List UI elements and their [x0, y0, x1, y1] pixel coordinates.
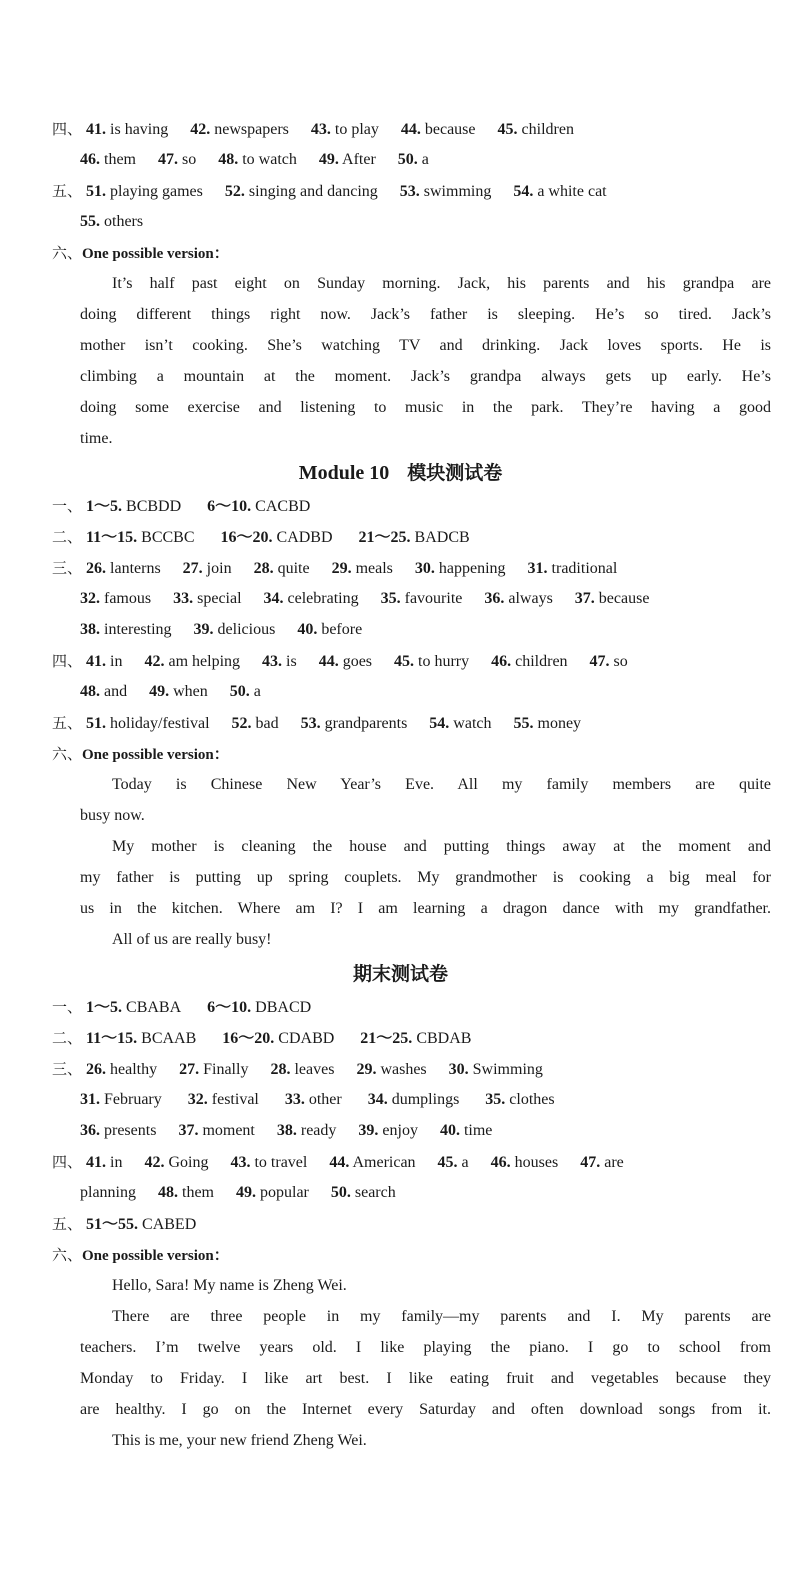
final-section-2: 二、 11～15. BCAAB 16～20. CDABD 21～25. CBDAB: [52, 1029, 472, 1047]
essay-line: My mother is cleaning the house and putting things away at the moment and: [112, 838, 771, 855]
section-4-line-2: [80, 149, 771, 171]
essay-line: us in the kitchen. Where am I? I am learning a dragon dance with my grandfather.: [80, 900, 771, 917]
final-exam-title: 期末测试卷: [352, 963, 448, 985]
essay-line: are healthy. I go on the Internet every Saturday and often download songs from it.: [80, 1401, 771, 1418]
answer-item: 47. so: [158, 151, 197, 168]
essay-line: doing different things right now. Jack’s father is sleeping. He’s so tired. Jack’s: [80, 306, 771, 323]
final-section-3-line-3: 36. presents 37. moment 38. ready 39. enjoy 40. time: [80, 1122, 493, 1139]
answer-item: 54. a white cat: [513, 183, 607, 200]
answer-item: 46. them: [80, 151, 136, 168]
section-6-heading: 六、One possible version：: [52, 244, 229, 262]
final-section-3-line-2: 31. February 32. festival 33. other 34. dumplings 35. clothes: [80, 1091, 555, 1108]
essay-line: Monday to Friday. I like art best. I like eating fruit and vegetables because they: [80, 1370, 771, 1387]
answer-item: 52. singing and dancing: [224, 183, 378, 200]
essay-line: This is me, your new friend Zheng Wei.: [112, 1432, 367, 1449]
final-section-3-line-1: 三、 26. healthy 27. Finally 28. leaves 29. washes 30. Swimming: [52, 1060, 543, 1078]
essay-line: my father is putting up spring couplets. My grandmother is cooking a big meal for: [80, 869, 771, 886]
final-section-5: 五、 51～55. CABED: [52, 1215, 197, 1233]
essay-line: climbing a mountain at the moment. Jack’s grandpa always gets up early. He’s: [80, 368, 771, 385]
section-4-line-1: 四、 41. is having 42. newspapers 43. to play 44. because 45. children: [52, 120, 574, 138]
essay-line: teachers. I’m twelve years old. I like playing the piano. I go to school from: [80, 1339, 771, 1356]
answer-item: 55. others: [80, 213, 144, 230]
essay-line: Today is Chinese New Year’s Eve. All my family members are quite: [112, 776, 771, 793]
section-5-line-1: 五、 51. playing games 52. singing and dancing 53. swimming 54. a white cat: [52, 182, 607, 200]
m10-section-3-line-2: 32. famous 33. special 34. celebrating 35. favourite 36. always 37. because: [80, 590, 650, 607]
answer-item: 42. newspapers: [190, 121, 289, 138]
final-section-4-line-1: 四、 41. in 42. Going 43. to travel 44. American 45. a 46. houses 47. are: [52, 1153, 624, 1171]
essay-line: Hello, Sara! My name is Zheng Wei.: [112, 1277, 347, 1294]
final-section-6-heading: 六、One possible version：: [52, 1246, 229, 1264]
answer-item: 45. children: [497, 121, 574, 138]
essay-line: busy now.: [80, 807, 145, 824]
m10-section-4-line-1: 四、 41. in 42. am helping 43. is 44. goes 45. to hurry 46. children 47. so: [52, 652, 628, 670]
m10-section-3-line-1: 三、 26. lanterns 27. join 28. quite 29. meals 30. happening 31. traditional: [52, 559, 618, 577]
essay-line: doing some exercise and listening to music in the park. They’re having a good: [80, 399, 771, 416]
answer-item: 44. because: [400, 121, 476, 138]
answer-item: 49. After: [318, 151, 376, 168]
m10-section-4-line-2: 48. and 49. when 50. a: [80, 683, 261, 700]
m10-section-2: 二、 11～15. BCCBC 16～20. CADBD 21～25. BADCB: [52, 528, 470, 546]
final-section-4-line-2: planning 48. them 49. popular 50. search: [80, 1184, 396, 1201]
answer-item: 51. playing games: [86, 183, 203, 200]
m10-section-6-heading: 六、One possible version：: [52, 745, 229, 763]
essay-line: mother isn’t cooking. She’s watching TV and drinking. Jack loves sports. He is: [80, 337, 771, 354]
essay-line: There are three people in my family—my parents and I. My parents are: [112, 1308, 771, 1325]
answer-item: 48. to watch: [218, 151, 297, 168]
section-5-line-2: [80, 211, 771, 233]
m10-section-5: 五、 51. holiday/festival 52. bad 53. grandparents 54. watch 55. money: [52, 714, 582, 732]
answer-item: 50. a: [397, 151, 429, 168]
answer-item: 53. swimming: [399, 183, 492, 200]
m10-section-3-line-3: 38. interesting 39. delicious 40. before: [80, 621, 363, 638]
essay-line: time.: [80, 430, 113, 447]
m10-section-1: 一、 1～5. BCBDD 6～10. CACBD: [52, 497, 311, 515]
answer-item: 41. is having: [86, 121, 169, 138]
module-10-title: Module 10 模块测试卷: [298, 462, 503, 484]
final-section-1: 一、 1～5. CBABA 6～10. DBACD: [52, 998, 312, 1016]
essay-line: It’s half past eight on Sunday morning. Jack, his parents and his grandpa are: [112, 275, 771, 292]
essay-line: All of us are really busy!: [112, 931, 272, 948]
answer-item: 43. to play: [310, 121, 379, 138]
